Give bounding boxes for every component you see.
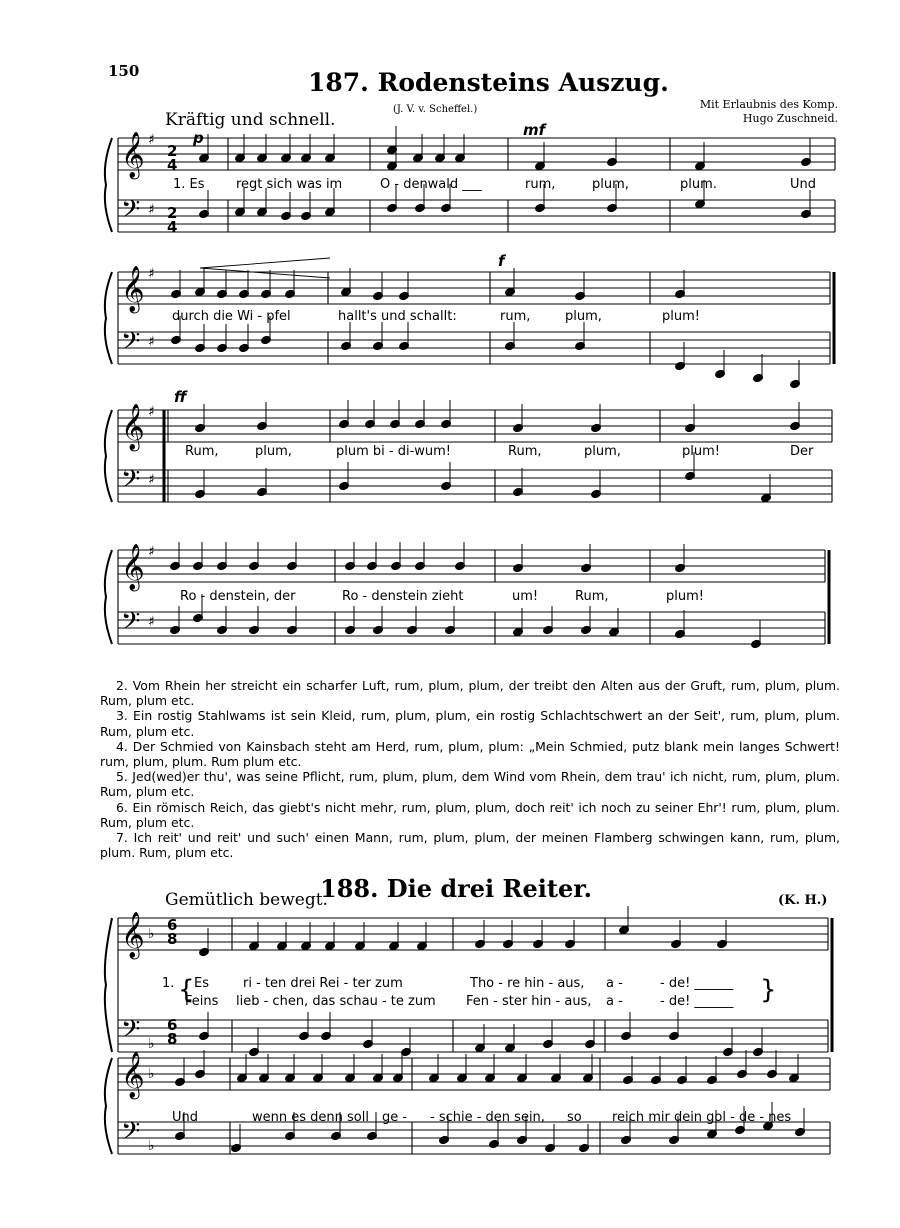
verse-5: 5. Jed(wed)er thu', was seine Pflicht, rum, plum, plum, dem Wind vom Rhein, dem trau' ich nicht, rum, plum, plum. Rum, plum etc. xyxy=(100,769,840,800)
verse-3: 3. Ein rostig Stahlwams ist sein Kleid, rum, plum, plum, ein rostig Schlachtschwert an der Seit', rum, plum, plum. Rum, plum etc. xyxy=(100,708,840,739)
time-signature-top: 6 xyxy=(167,916,178,934)
key-signature-icon: ♭ xyxy=(148,1036,155,1052)
bass-clef-icon: 𝄢 xyxy=(121,607,141,642)
lyric: regt sich was im xyxy=(236,177,343,192)
dynamic-mark: mf xyxy=(523,121,546,139)
time-signature-bottom: 8 xyxy=(167,1030,178,1048)
lyric: - schie - den sein, xyxy=(430,1110,545,1125)
lyric: a - xyxy=(606,976,623,991)
lyric: plum, xyxy=(565,309,602,324)
lyric: Der xyxy=(790,444,814,459)
lyric: plum! xyxy=(662,309,700,324)
system-brace xyxy=(105,918,112,1052)
lyric: Es xyxy=(194,976,209,991)
treble-clef-icon: 𝄞 xyxy=(121,404,145,450)
bass-clef-icon: 𝄢 xyxy=(121,327,141,362)
lyric: - de! ______ xyxy=(660,994,734,1009)
verse-brace: } xyxy=(760,975,777,1005)
lyric: Ro - denstein, der xyxy=(180,589,296,604)
key-signature-icon: ♭ xyxy=(148,1066,155,1082)
system-brace xyxy=(105,138,112,232)
lyric: durch die Wi - pfel xyxy=(172,309,291,324)
lyric: plum! xyxy=(666,589,704,604)
dynamic-mark: f xyxy=(498,252,505,270)
lyric: plum, xyxy=(255,444,292,459)
verse-2: 2. Vom Rhein her streicht ein scharfer Luft, rum, plum, plum, der treibt den Alten aus der Gruft, rum, plum, plum. Rum, plum etc. xyxy=(100,678,840,709)
lyric: hallt's und schallt: xyxy=(338,309,457,324)
song-title-187: 187. Rodensteins Auszug. xyxy=(308,68,669,97)
lyric: rum, xyxy=(525,177,556,192)
lyric: Feins xyxy=(185,994,219,1009)
key-signature-icon: ♯ xyxy=(148,132,155,148)
lyric: rum, xyxy=(500,309,531,324)
lyric: reich mir dein gol - de - nes xyxy=(612,1110,792,1125)
time-signature-top: 2 xyxy=(167,142,178,160)
tempo-marking-188: Gemütlich bewegt. xyxy=(165,890,328,910)
lyric: plum. xyxy=(680,177,717,192)
bass-clef-icon: 𝄢 xyxy=(121,195,141,230)
lyric: Und xyxy=(790,177,817,192)
treble-clef-icon: 𝄞 xyxy=(121,544,145,590)
system-brace xyxy=(105,550,112,644)
clefs-and-signatures xyxy=(121,132,155,1154)
bass-clef-icon: 𝄢 xyxy=(121,1015,141,1050)
bass-clef-icon: 𝄢 xyxy=(121,1117,141,1152)
tempo-marking-187: Kräftig und schnell. xyxy=(165,110,336,130)
lyric: plum, xyxy=(584,444,621,459)
verse-4: 4. Der Schmied von Kainsbach steht am Herd, rum, plum, plum: „Mein Schmied, putz blank mein langes Schwert! rum, plum, plum. Rum plum etc. xyxy=(100,738,840,770)
key-signature-icon: ♭ xyxy=(148,926,155,942)
key-signature-icon: ♯ xyxy=(148,266,155,282)
verse-brace: { xyxy=(178,975,195,1005)
verse-7: 7. Ich reit' und reit' und such' einen Mann, rum, plum, plum, der meinen Flamberg schwingen kann, rum, plum, plum. Rum, plum etc. xyxy=(100,830,840,861)
treble-clef-icon: 𝄞 xyxy=(121,1052,145,1098)
lyric: 1. Es xyxy=(173,177,205,192)
dynamic-mark: p xyxy=(193,129,204,147)
lyric: Rum, xyxy=(508,444,542,459)
key-signature-icon: ♯ xyxy=(148,544,155,560)
permission-line: Mit Erlaubnis des Komp. xyxy=(699,98,838,111)
time-signature-bottom: 4 xyxy=(167,156,178,174)
poet-credit: (J. V. v. Scheffel.) xyxy=(393,104,478,115)
key-signature-icon: ♯ xyxy=(148,334,155,350)
key-signature-icon: ♯ xyxy=(148,404,155,420)
system-brace xyxy=(105,272,112,364)
system-brace xyxy=(105,410,112,502)
key-signature-icon: ♭ xyxy=(148,1138,155,1154)
lyric: Rum, xyxy=(575,589,609,604)
lyric: plum bi - di-wum! xyxy=(336,444,452,459)
lyric: Fen - ster hin - aus, xyxy=(466,994,592,1009)
lyric: Und xyxy=(172,1110,199,1125)
dedication-188: (K. H.) xyxy=(778,893,828,908)
time-signature-bottom: 4 xyxy=(167,218,178,236)
time-signature-top: 6 xyxy=(167,1016,178,1034)
key-signature-icon: ♯ xyxy=(148,472,155,488)
lyric: ge - xyxy=(382,1110,408,1125)
crescendo-hairpin xyxy=(200,258,330,278)
lyric: - de! ______ xyxy=(660,976,734,991)
time-signature-top: 2 xyxy=(167,204,178,222)
lyric: Ro - denstein zieht xyxy=(342,589,464,604)
time-signature-bottom: 8 xyxy=(167,930,178,948)
lyric: um! xyxy=(512,589,539,604)
treble-clef-icon: 𝄞 xyxy=(121,912,145,958)
lyric: Tho - re hin - aus, xyxy=(470,976,585,991)
treble-clef-icon: 𝄞 xyxy=(121,266,145,312)
song-title-188: 188. Die drei Reiter. xyxy=(320,874,593,903)
key-signature-icon: ♯ xyxy=(148,614,155,630)
lyric: plum, xyxy=(592,177,629,192)
treble-clef-icon: 𝄞 xyxy=(121,132,145,178)
lyric: a - xyxy=(606,994,623,1009)
lyric: so xyxy=(567,1110,582,1125)
lyric: O - denwald ___ xyxy=(380,177,482,192)
lyric: wenn es denn soll xyxy=(252,1110,369,1125)
lyric: ri - ten drei Rei - ter zum xyxy=(243,976,403,991)
lyric: lieb - chen, das schau - te zum xyxy=(236,994,436,1009)
dynamic-mark: ff xyxy=(174,388,187,406)
lyric: Rum, xyxy=(185,444,219,459)
system-brace xyxy=(105,1058,112,1154)
verse-6: 6. Ein römisch Reich, das giebt's nicht mehr, rum, plum, plum, doch reit' ich noch zu seiner Ehr'! rum, plum, plum. Rum, plum etc. xyxy=(100,799,840,830)
composer-name: Hugo Zuschneid. xyxy=(742,112,838,125)
verse-mark: 1. xyxy=(162,976,175,991)
key-signature-icon: ♯ xyxy=(148,202,155,218)
bass-clef-icon: 𝄢 xyxy=(121,465,141,500)
page-number: 150 xyxy=(108,62,140,80)
lyric: plum! xyxy=(682,444,720,459)
